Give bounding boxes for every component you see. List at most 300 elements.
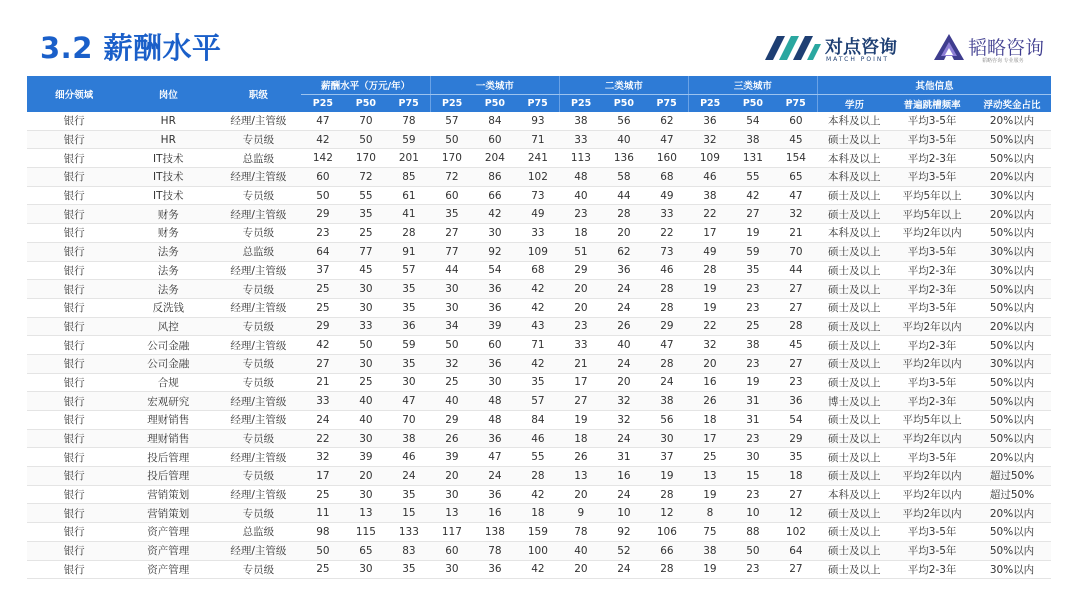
cell-jobhop-frequency: 平均3-5年 — [891, 168, 973, 187]
cell-jobhop-frequency: 平均3-5年 — [891, 373, 973, 392]
cell-tier3-p50: 38 — [731, 336, 774, 355]
cell-domain: 银行 — [27, 280, 121, 299]
cell-tier3-p75: 47 — [774, 186, 817, 205]
cell-tier3-p25: 20 — [688, 354, 731, 373]
cell-salary-p75: 47 — [387, 392, 430, 411]
cell-tier1-p50: 36 — [473, 560, 516, 579]
cell-salary-p50: 30 — [344, 560, 387, 579]
cell-education: 硕士及以上 — [817, 186, 891, 205]
cell-tier3-p75: 18 — [774, 467, 817, 486]
header-salary-p25: P25 — [301, 95, 344, 113]
cell-tier3-p75: 102 — [774, 523, 817, 542]
salary-table — [27, 76, 1051, 579]
cell-tier2-p50: 24 — [602, 280, 645, 299]
header-salary-level: 薪酬水平（万元/年） — [301, 76, 430, 95]
cell-tier3-p25: 109 — [688, 149, 731, 168]
cell-position: 营销策划 — [121, 504, 215, 523]
cell-jobhop-frequency: 平均2-3年 — [891, 149, 973, 168]
cell-tier2-p25: 40 — [559, 541, 602, 560]
cell-level: 经理/主管级 — [215, 448, 301, 467]
cell-salary-p25: 25 — [301, 280, 344, 299]
cell-tier2-p25: 23 — [559, 205, 602, 224]
cell-tier3-p50: 35 — [731, 261, 774, 280]
cell-domain: 银行 — [27, 317, 121, 336]
cell-tier3-p75: 54 — [774, 411, 817, 430]
cell-tier3-p50: 19 — [731, 224, 774, 243]
cell-jobhop-frequency: 平均5年以上 — [891, 186, 973, 205]
cell-tier1-p75: 42 — [516, 354, 559, 373]
cell-tier1-p50: 204 — [473, 149, 516, 168]
cell-tier1-p50: 138 — [473, 523, 516, 542]
cell-tier3-p50: 23 — [731, 280, 774, 299]
cell-domain: 银行 — [27, 336, 121, 355]
table-row — [27, 392, 1051, 411]
cell-tier1-p75: 49 — [516, 205, 559, 224]
cell-education: 本科及以上 — [817, 168, 891, 187]
cell-tier3-p50: 23 — [731, 354, 774, 373]
cell-education: 硕士及以上 — [817, 317, 891, 336]
cell-education: 硕士及以上 — [817, 280, 891, 299]
cell-tier2-p50: 62 — [602, 242, 645, 261]
taolue-logo-name: 韬略咨询 — [968, 37, 1045, 59]
table-row — [27, 429, 1051, 448]
cell-position: 投后管理 — [121, 448, 215, 467]
cell-tier2-p75: 47 — [645, 130, 688, 149]
cell-tier2-p75: 37 — [645, 448, 688, 467]
cell-tier3-p50: 38 — [731, 130, 774, 149]
header-tier2-p75: P75 — [645, 95, 688, 113]
cell-salary-p75: 201 — [387, 149, 430, 168]
cell-tier1-p25: 170 — [430, 149, 473, 168]
cell-tier3-p75: 27 — [774, 485, 817, 504]
cell-tier2-p50: 36 — [602, 261, 645, 280]
cell-tier1-p25: 39 — [430, 448, 473, 467]
cell-position: IT技术 — [121, 168, 215, 187]
cell-tier2-p50: 56 — [602, 112, 645, 130]
cell-tier3-p50: 19 — [731, 373, 774, 392]
cell-tier2-p75: 49 — [645, 186, 688, 205]
cell-tier1-p50: 54 — [473, 261, 516, 280]
cell-jobhop-frequency: 平均2-3年 — [891, 336, 973, 355]
cell-tier1-p25: 50 — [430, 130, 473, 149]
cell-tier1-p50: 30 — [473, 224, 516, 243]
cell-level: 经理/主管级 — [215, 298, 301, 317]
cell-domain: 银行 — [27, 149, 121, 168]
cell-tier3-p50: 31 — [731, 411, 774, 430]
cell-salary-p25: 25 — [301, 298, 344, 317]
cell-tier1-p50: 48 — [473, 411, 516, 430]
header-bonus-ratio: 浮动奖金占比 — [973, 95, 1051, 113]
cell-education: 硕士及以上 — [817, 467, 891, 486]
cell-tier3-p25: 49 — [688, 242, 731, 261]
cell-tier2-p50: 24 — [602, 354, 645, 373]
cell-tier2-p25: 29 — [559, 261, 602, 280]
cell-salary-p50: 30 — [344, 485, 387, 504]
cell-tier1-p50: 86 — [473, 168, 516, 187]
cell-bonus-ratio: 50%以内 — [973, 523, 1051, 542]
cell-education: 硕士及以上 — [817, 242, 891, 261]
cell-tier3-p50: 55 — [731, 168, 774, 187]
cell-domain: 银行 — [27, 261, 121, 280]
cell-tier1-p25: 13 — [430, 504, 473, 523]
header-tier1-p50: P50 — [473, 95, 516, 113]
cell-domain: 银行 — [27, 168, 121, 187]
cell-tier2-p25: 33 — [559, 130, 602, 149]
cell-education: 硕士及以上 — [817, 523, 891, 542]
cell-position: 财务 — [121, 205, 215, 224]
cell-salary-p75: 70 — [387, 411, 430, 430]
cell-salary-p50: 77 — [344, 242, 387, 261]
table-row — [27, 298, 1051, 317]
cell-tier2-p25: 13 — [559, 467, 602, 486]
cell-tier3-p50: 27 — [731, 205, 774, 224]
cell-tier3-p75: 23 — [774, 373, 817, 392]
cell-tier1-p25: 20 — [430, 467, 473, 486]
cell-salary-p50: 72 — [344, 168, 387, 187]
cell-level: 总监级 — [215, 523, 301, 542]
cell-salary-p50: 20 — [344, 467, 387, 486]
cell-tier2-p50: 20 — [602, 224, 645, 243]
cell-tier3-p25: 19 — [688, 560, 731, 579]
cell-domain: 银行 — [27, 467, 121, 486]
cell-tier3-p50: 23 — [731, 560, 774, 579]
cell-tier3-p25: 18 — [688, 411, 731, 430]
table-row — [27, 186, 1051, 205]
cell-salary-p50: 70 — [344, 112, 387, 130]
cell-jobhop-frequency: 平均3-5年 — [891, 112, 973, 130]
cell-tier3-p50: 54 — [731, 112, 774, 130]
table-row — [27, 523, 1051, 542]
cell-jobhop-frequency: 平均2年以内 — [891, 485, 973, 504]
cell-tier1-p50: 30 — [473, 373, 516, 392]
cell-tier1-p75: 28 — [516, 467, 559, 486]
cell-tier1-p50: 39 — [473, 317, 516, 336]
cell-bonus-ratio: 50%以内 — [973, 336, 1051, 355]
cell-position: IT技术 — [121, 149, 215, 168]
cell-position: 营销策划 — [121, 485, 215, 504]
cell-salary-p25: 42 — [301, 336, 344, 355]
cell-tier1-p50: 36 — [473, 429, 516, 448]
cell-tier1-p25: 30 — [430, 560, 473, 579]
cell-salary-p75: 59 — [387, 336, 430, 355]
cell-tier1-p50: 84 — [473, 112, 516, 130]
cell-tier3-p75: 27 — [774, 280, 817, 299]
cell-tier1-p50: 36 — [473, 485, 516, 504]
cell-tier3-p75: 21 — [774, 224, 817, 243]
cell-tier2-p25: 78 — [559, 523, 602, 542]
cell-position: 风控 — [121, 317, 215, 336]
cell-salary-p75: 28 — [387, 224, 430, 243]
cell-tier2-p75: 22 — [645, 224, 688, 243]
header-tier1-p25: P25 — [430, 95, 473, 113]
cell-salary-p75: 30 — [387, 373, 430, 392]
cell-tier3-p50: 30 — [731, 448, 774, 467]
cell-tier3-p75: 28 — [774, 317, 817, 336]
cell-tier1-p25: 25 — [430, 373, 473, 392]
cell-bonus-ratio: 30%以内 — [973, 186, 1051, 205]
cell-tier1-p75: 71 — [516, 336, 559, 355]
cell-salary-p50: 39 — [344, 448, 387, 467]
cell-domain: 银行 — [27, 186, 121, 205]
taolue-logo-icon — [932, 32, 966, 62]
cell-tier2-p75: 56 — [645, 411, 688, 430]
cell-tier3-p75: 27 — [774, 560, 817, 579]
header-tier3-p75: P75 — [774, 95, 817, 113]
cell-tier2-p50: 28 — [602, 205, 645, 224]
cell-jobhop-frequency: 平均3-5年 — [891, 130, 973, 149]
cell-tier2-p25: 27 — [559, 392, 602, 411]
table-row — [27, 168, 1051, 187]
cell-salary-p50: 13 — [344, 504, 387, 523]
cell-tier2-p25: 20 — [559, 560, 602, 579]
cell-jobhop-frequency: 平均2年以内 — [891, 317, 973, 336]
cell-tier2-p50: 16 — [602, 467, 645, 486]
cell-salary-p75: 35 — [387, 485, 430, 504]
cell-tier2-p50: 92 — [602, 523, 645, 542]
cell-tier3-p25: 26 — [688, 392, 731, 411]
cell-salary-p75: 57 — [387, 261, 430, 280]
cell-salary-p25: 17 — [301, 467, 344, 486]
cell-tier3-p75: 60 — [774, 112, 817, 130]
cell-salary-p25: 50 — [301, 186, 344, 205]
cell-tier1-p50: 48 — [473, 392, 516, 411]
cell-education: 硕士及以上 — [817, 261, 891, 280]
cell-domain: 银行 — [27, 541, 121, 560]
cell-salary-p50: 35 — [344, 205, 387, 224]
cell-education: 博士及以上 — [817, 392, 891, 411]
cell-tier1-p25: 117 — [430, 523, 473, 542]
cell-level: 专员级 — [215, 130, 301, 149]
cell-domain: 银行 — [27, 448, 121, 467]
cell-tier1-p25: 60 — [430, 186, 473, 205]
page-title: 3.2 薪酬水平 — [40, 31, 222, 65]
match-point-logo-sub: MATCH POINT — [826, 56, 890, 63]
cell-tier1-p50: 36 — [473, 354, 516, 373]
table-row — [27, 280, 1051, 299]
cell-tier1-p75: 71 — [516, 130, 559, 149]
cell-level: 经理/主管级 — [215, 541, 301, 560]
cell-position: 公司金融 — [121, 354, 215, 373]
cell-tier1-p50: 47 — [473, 448, 516, 467]
cell-salary-p50: 45 — [344, 261, 387, 280]
cell-tier1-p75: 109 — [516, 242, 559, 261]
cell-tier3-p75: 29 — [774, 429, 817, 448]
taolue-logo-sub: 韬略咨询 专业服务 — [982, 58, 1024, 64]
cell-level: 专员级 — [215, 186, 301, 205]
cell-jobhop-frequency: 平均2年以内 — [891, 224, 973, 243]
cell-tier2-p25: 19 — [559, 411, 602, 430]
table-row — [27, 242, 1051, 261]
cell-salary-p25: 24 — [301, 411, 344, 430]
cell-tier3-p75: 27 — [774, 354, 817, 373]
header-position: 岗位 — [121, 76, 215, 112]
cell-salary-p25: 64 — [301, 242, 344, 261]
cell-tier2-p50: 31 — [602, 448, 645, 467]
cell-salary-p50: 115 — [344, 523, 387, 542]
cell-bonus-ratio: 50%以内 — [973, 224, 1051, 243]
cell-bonus-ratio: 50%以内 — [973, 392, 1051, 411]
cell-tier2-p75: 30 — [645, 429, 688, 448]
cell-tier3-p25: 19 — [688, 298, 731, 317]
cell-tier2-p75: 160 — [645, 149, 688, 168]
cell-tier1-p75: 241 — [516, 149, 559, 168]
cell-tier1-p25: 30 — [430, 485, 473, 504]
cell-tier1-p25: 57 — [430, 112, 473, 130]
cell-domain: 银行 — [27, 354, 121, 373]
cell-salary-p75: 83 — [387, 541, 430, 560]
cell-salary-p50: 33 — [344, 317, 387, 336]
cell-salary-p50: 25 — [344, 373, 387, 392]
cell-education: 硕士及以上 — [817, 205, 891, 224]
cell-tier2-p25: 23 — [559, 317, 602, 336]
cell-tier1-p25: 30 — [430, 280, 473, 299]
cell-tier1-p25: 72 — [430, 168, 473, 187]
cell-tier3-p25: 46 — [688, 168, 731, 187]
cell-tier1-p50: 92 — [473, 242, 516, 261]
cell-level: 专员级 — [215, 429, 301, 448]
cell-tier3-p50: 50 — [731, 541, 774, 560]
cell-tier1-p75: 42 — [516, 560, 559, 579]
cell-salary-p50: 65 — [344, 541, 387, 560]
cell-tier3-p75: 45 — [774, 336, 817, 355]
cell-domain: 银行 — [27, 130, 121, 149]
match-point-logo-name: 对点咨询 — [825, 37, 897, 58]
cell-bonus-ratio: 30%以内 — [973, 560, 1051, 579]
header-education: 学历 — [817, 95, 891, 113]
cell-tier1-p50: 36 — [473, 298, 516, 317]
cell-tier1-p75: 33 — [516, 224, 559, 243]
header-level: 职级 — [215, 76, 301, 112]
cell-salary-p25: 98 — [301, 523, 344, 542]
cell-education: 硕士及以上 — [817, 336, 891, 355]
cell-tier3-p25: 36 — [688, 112, 731, 130]
cell-salary-p25: 25 — [301, 485, 344, 504]
cell-tier2-p75: 106 — [645, 523, 688, 542]
cell-tier1-p50: 60 — [473, 130, 516, 149]
cell-tier1-p25: 30 — [430, 298, 473, 317]
cell-tier2-p50: 10 — [602, 504, 645, 523]
cell-domain: 银行 — [27, 429, 121, 448]
cell-salary-p25: 29 — [301, 317, 344, 336]
cell-level: 经理/主管级 — [215, 205, 301, 224]
cell-tier3-p25: 16 — [688, 373, 731, 392]
cell-salary-p25: 23 — [301, 224, 344, 243]
table-row — [27, 560, 1051, 579]
cell-salary-p25: 37 — [301, 261, 344, 280]
cell-tier2-p50: 40 — [602, 336, 645, 355]
cell-tier1-p50: 36 — [473, 280, 516, 299]
cell-position: 法务 — [121, 280, 215, 299]
cell-position: IT技术 — [121, 186, 215, 205]
cell-jobhop-frequency: 平均2-3年 — [891, 392, 973, 411]
cell-tier2-p25: 21 — [559, 354, 602, 373]
cell-domain: 银行 — [27, 224, 121, 243]
cell-level: 总监级 — [215, 149, 301, 168]
cell-tier3-p50: 23 — [731, 485, 774, 504]
cell-education: 本科及以上 — [817, 112, 891, 130]
cell-jobhop-frequency: 平均3-5年 — [891, 523, 973, 542]
cell-tier2-p25: 48 — [559, 168, 602, 187]
cell-jobhop-frequency: 平均5年以上 — [891, 411, 973, 430]
cell-tier2-p25: 113 — [559, 149, 602, 168]
cell-tier3-p75: 64 — [774, 541, 817, 560]
cell-education: 硕士及以上 — [817, 373, 891, 392]
cell-tier2-p75: 33 — [645, 205, 688, 224]
cell-tier1-p75: 73 — [516, 186, 559, 205]
cell-salary-p25: 142 — [301, 149, 344, 168]
cell-tier2-p75: 28 — [645, 298, 688, 317]
cell-tier3-p75: 45 — [774, 130, 817, 149]
cell-bonus-ratio: 30%以内 — [973, 242, 1051, 261]
cell-tier3-p25: 28 — [688, 261, 731, 280]
cell-jobhop-frequency: 平均2年以内 — [891, 504, 973, 523]
cell-salary-p75: 35 — [387, 280, 430, 299]
cell-salary-p50: 55 — [344, 186, 387, 205]
cell-bonus-ratio: 50%以内 — [973, 149, 1051, 168]
cell-tier1-p25: 77 — [430, 242, 473, 261]
cell-bonus-ratio: 20%以内 — [973, 504, 1051, 523]
cell-tier3-p50: 25 — [731, 317, 774, 336]
cell-tier3-p25: 17 — [688, 429, 731, 448]
cell-domain: 银行 — [27, 373, 121, 392]
cell-jobhop-frequency: 平均2-3年 — [891, 560, 973, 579]
cell-level: 经理/主管级 — [215, 168, 301, 187]
cell-jobhop-frequency: 平均2年以内 — [891, 429, 973, 448]
cell-position: HR — [121, 112, 215, 130]
cell-jobhop-frequency: 平均2-3年 — [891, 280, 973, 299]
cell-position: 法务 — [121, 242, 215, 261]
cell-tier1-p75: 35 — [516, 373, 559, 392]
cell-tier3-p50: 23 — [731, 429, 774, 448]
cell-education: 本科及以上 — [817, 149, 891, 168]
cell-domain: 银行 — [27, 392, 121, 411]
cell-tier1-p50: 78 — [473, 541, 516, 560]
cell-tier2-p25: 18 — [559, 224, 602, 243]
cell-tier2-p50: 32 — [602, 392, 645, 411]
cell-tier3-p25: 32 — [688, 130, 731, 149]
cell-tier1-p75: 46 — [516, 429, 559, 448]
cell-position: 资产管理 — [121, 523, 215, 542]
cell-tier2-p75: 12 — [645, 504, 688, 523]
cell-tier1-p50: 66 — [473, 186, 516, 205]
cell-salary-p25: 29 — [301, 205, 344, 224]
cell-level: 专员级 — [215, 504, 301, 523]
cell-tier3-p25: 25 — [688, 448, 731, 467]
cell-education: 硕士及以上 — [817, 411, 891, 430]
cell-level: 经理/主管级 — [215, 112, 301, 130]
cell-tier1-p50: 60 — [473, 336, 516, 355]
cell-bonus-ratio: 50%以内 — [973, 280, 1051, 299]
cell-salary-p75: 133 — [387, 523, 430, 542]
cell-position: 合规 — [121, 373, 215, 392]
cell-tier3-p25: 38 — [688, 541, 731, 560]
header-tier3-p50: P50 — [731, 95, 774, 113]
table-row — [27, 205, 1051, 224]
header-tier1-p75: P75 — [516, 95, 559, 113]
cell-salary-p25: 47 — [301, 112, 344, 130]
cell-salary-p25: 50 — [301, 541, 344, 560]
header-domain: 细分领域 — [27, 76, 121, 112]
header-tier1-city: 一类城市 — [430, 76, 559, 95]
cell-salary-p50: 30 — [344, 298, 387, 317]
cell-position: 理财销售 — [121, 411, 215, 430]
cell-tier3-p75: 27 — [774, 298, 817, 317]
cell-salary-p50: 30 — [344, 280, 387, 299]
cell-level: 经理/主管级 — [215, 411, 301, 430]
cell-tier1-p25: 40 — [430, 392, 473, 411]
cell-level: 经理/主管级 — [215, 392, 301, 411]
cell-tier3-p75: 32 — [774, 205, 817, 224]
